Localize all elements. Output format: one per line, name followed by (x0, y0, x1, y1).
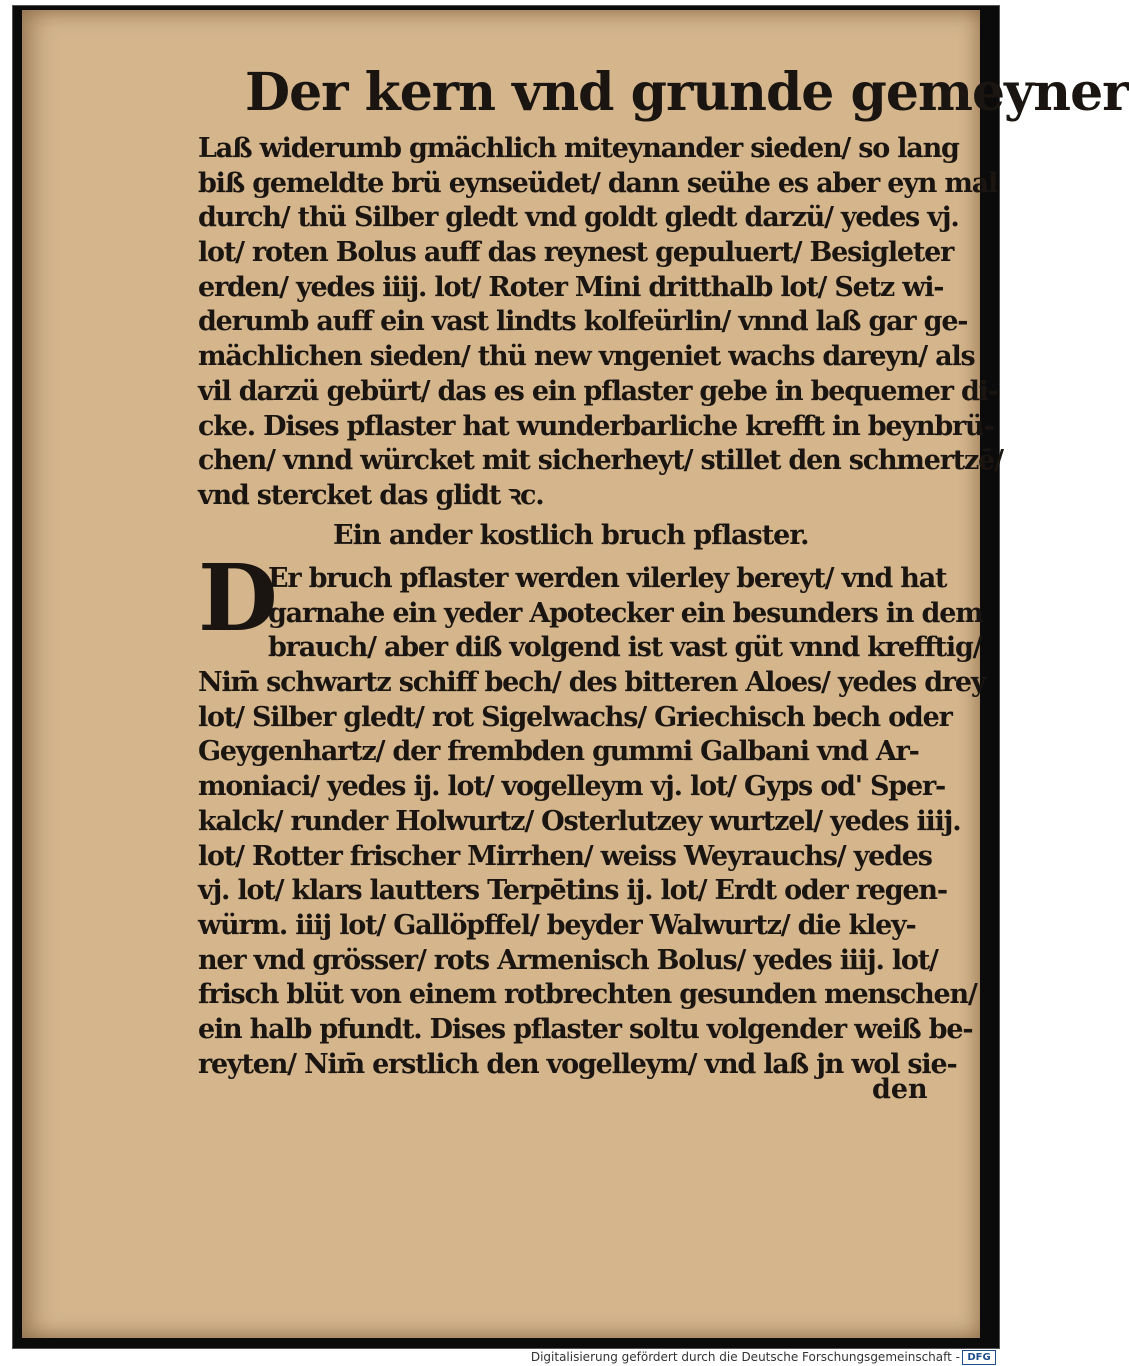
text-line: lot/ Silber gledt/ rot Sigelwachs/ Griechisch bech oder (198, 701, 952, 733)
running-head: Der kern vnd grunde gemeyner (245, 62, 1129, 123)
text-line: ein halb pfundt. Dises pflaster soltu volgender weiß be- (198, 1013, 973, 1045)
section-heading: Ein ander kostlich bruch pflaster. (333, 520, 809, 551)
text-line: vnd stercket das glidt ꝛc. (198, 479, 544, 511)
text-line: moniaci/ yedes ij. lot/ vogelleym vj. lot/ Gyps od' Sper- (198, 771, 945, 803)
catchword: den (872, 1074, 928, 1105)
digitization-credit: Digitalisierung gefördert durch die Deutsche Forschungsgemeinschaft - (530, 1350, 960, 1364)
text-line: biß gemeldte brü eynseüdet/ dann seühe es aber eyn mal (198, 167, 998, 199)
text-line: lot/ roten Bolus auff das reynest gepuluert/ Besigleter (198, 237, 954, 269)
text-line: Nim̄ schwartz schiff bech/ des bitteren Aloes/ yedes drey (198, 667, 986, 699)
text-line: cke. Dises pflaster hat wunderbarliche krefft in beynbrü- (198, 410, 994, 442)
text-line: würm. iiij lot/ Gallöpffel/ beyder Walwurtz/ die kley- (198, 909, 916, 941)
text-line: lot/ Rotter frischer Mirrhen/ weiss Weyrauchs/ yedes (198, 840, 932, 872)
text-line: Er bruch pflaster werden vilerley bereyt/ vnd hat (268, 563, 947, 594)
text-line: kalck/ runder Holwurtz/ Osterlutzey wurtzel/ yedes iiij. (198, 805, 961, 837)
text-line: erden/ yedes iiij. lot/ Roter Mini dritthalb lot/ Setz wi- (198, 271, 944, 303)
paragraph-1 (198, 132, 1003, 514)
text-line: derumb auff ein vast lindts kolfeürlin/ vnnd laß gar ge- (198, 306, 968, 338)
paragraph-2 (198, 562, 986, 1082)
drop-cap: D (198, 544, 278, 652)
text-line: chen/ vnnd würcket mit sicherheyt/ stillet den schmertzē/ (198, 445, 1003, 477)
text-line: Geygenhartz/ der frembden gummi Galbani vnd Ar- (198, 736, 919, 768)
text-line: mächlichen sieden/ thü new vngeniet wachs dareyn/ als (198, 341, 975, 373)
text-line: brauch/ aber diß volgend ist vast güt vnnd krefftig/ (268, 632, 982, 664)
dfg-logo: DFG (962, 1350, 996, 1365)
text-line: garnahe ein yeder Apotecker ein besunders in dem (268, 597, 983, 629)
text-line: durch/ thü Silber gledt vnd goldt gledt darzü/ yedes vj. (198, 202, 959, 234)
text-line: ner vnd grösser/ rots Armenisch Bolus/ yedes iiij. lot/ (198, 944, 938, 976)
text-line: vj. lot/ klars lautters Terpētins ij. lot/ Erdt oder regen- (198, 875, 947, 907)
text-line: reyten/ Nim̄ erstlich den vogelleym/ vnd laß jn wol sie- (198, 1048, 957, 1080)
text-line: Laß widerumb gmächlich miteynander sieden/ so lang (198, 133, 959, 164)
text-line: vil darzü gebürt/ das es ein pflaster gebe in bequemer di- (198, 375, 998, 407)
text-line: frisch blüt von einem rotbrechten gesunden menschen/ (198, 979, 977, 1011)
